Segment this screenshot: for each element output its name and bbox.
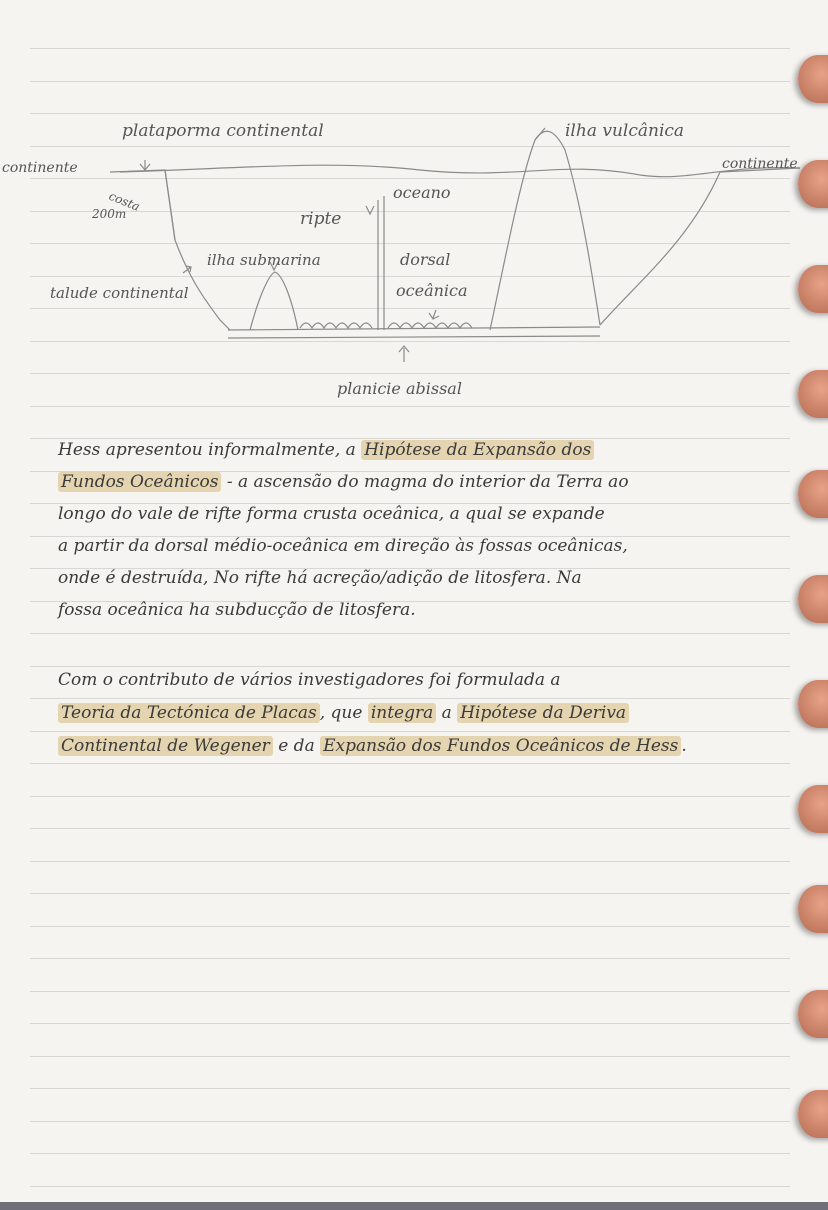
label-oceano: oceano (393, 183, 451, 202)
ruled-line (30, 1088, 790, 1089)
paragraph-hess (58, 440, 798, 640)
ruled-line (30, 1186, 790, 1187)
binder-ring (798, 470, 828, 518)
ruled-line (30, 958, 790, 959)
highlight-fundos: Fundos Oceânicos (58, 472, 221, 492)
binder-ring (798, 885, 828, 933)
p1-line-5: onde é destruída, No rifte há acreção/adição de litosfera. Na (58, 568, 582, 588)
ocean-floor-diagram (0, 0, 828, 420)
ruled-line (30, 926, 790, 927)
ruled-line (30, 828, 790, 829)
p1-line-6: fossa oceânica ha subducção de litosfera. (58, 600, 416, 620)
label-ilha-vulcanica: ilha vulcânica (565, 121, 685, 141)
label-rifte: ripte (300, 209, 342, 229)
binder-ring (798, 575, 828, 623)
label-talude: talude continental (50, 284, 189, 302)
p1-line-1: Hess apresentou informalmente, a Hipótese da Expansão dos (58, 440, 594, 460)
ruled-line (30, 666, 790, 667)
ruled-line (30, 1023, 790, 1024)
p1-line-2: Fundos Oceânicos - a ascensão do magma do interior da Terra ao (58, 472, 629, 492)
ruled-line (30, 1153, 790, 1154)
ruled-line (30, 1056, 790, 1057)
binder-ring (798, 680, 828, 728)
label-planicie: planicie abissal (337, 379, 462, 398)
p2-line-3: Continental de Wegener e da Expansão dos Fundos Oceânicos de Hess . (58, 736, 687, 756)
label-plataforma: plataporma continental (122, 121, 324, 141)
ruled-line (30, 893, 790, 894)
paragraph-tectonica (58, 670, 798, 770)
ruled-line (30, 861, 790, 862)
label-continente-left: continente (2, 160, 78, 176)
ruled-line (30, 1121, 790, 1122)
page-bottom-edge (0, 1202, 828, 1210)
label-costa: costa (106, 188, 142, 214)
ruled-line (30, 438, 790, 439)
p2-line-2: Teoria da Tectónica de Placas , que integra a Hipótese da Deriva (58, 703, 629, 723)
label-continente-right: continente (722, 156, 798, 172)
p1-line-3: longo do vale de rifte forma crusta oceânica, a qual se expande (58, 504, 605, 524)
ruled-line (30, 796, 790, 797)
label-ilha-submarina: ilha submarina (207, 251, 321, 269)
binder-ring (798, 990, 828, 1038)
ruled-line (30, 991, 790, 992)
label-depth: 200m (92, 207, 127, 221)
binder-ring (798, 1090, 828, 1138)
binder-ring (798, 785, 828, 833)
p1-line-4: a partir da dorsal médio-oceânica em direção às fossas oceânicas, (58, 536, 628, 556)
label-dorsal-2: oceânica (396, 281, 468, 300)
highlight-hipotese: Hipótese da Expansão dos (361, 440, 594, 460)
p2-line-1: Com o contributo de vários investigadores foi formulada a (58, 670, 561, 690)
label-dorsal-1: dorsal (400, 250, 451, 269)
